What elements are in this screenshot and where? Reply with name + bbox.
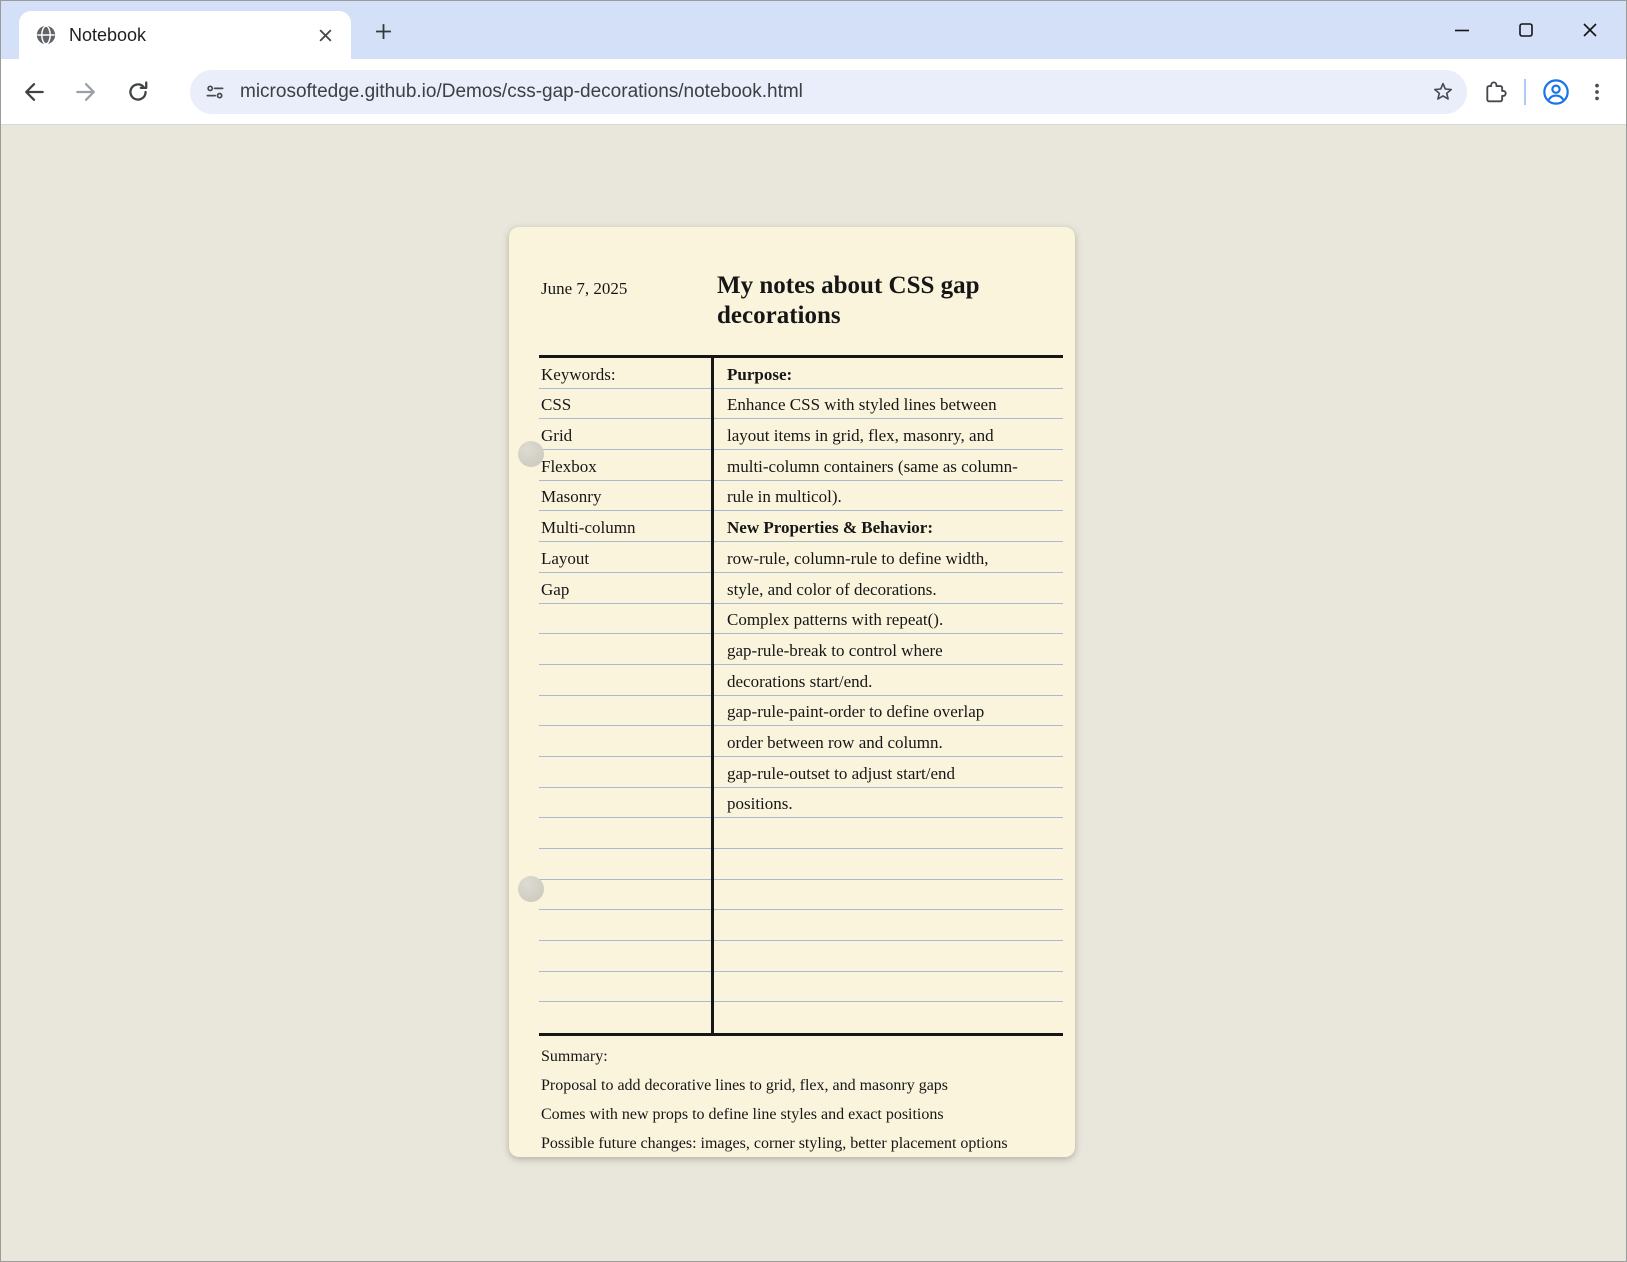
forward-button-icon[interactable]	[71, 77, 101, 107]
note-date: June 7, 2025	[541, 279, 628, 298]
table-row: order between row and column.	[714, 726, 1063, 757]
table-row: gap-rule-paint-order to define overlap	[714, 696, 1063, 727]
hole-punch	[518, 441, 544, 467]
toolbar-divider	[1524, 79, 1526, 105]
table-row	[539, 941, 711, 972]
table-row: Masonry	[539, 481, 711, 512]
site-settings-tune-icon[interactable]	[204, 81, 226, 103]
table-row	[539, 696, 711, 727]
table-row: positions.	[714, 788, 1063, 819]
toolbar-right-cluster	[1482, 78, 1608, 106]
table-row	[714, 880, 1063, 911]
summary-line: Comes with new props to define line styles and exact positions	[541, 1106, 944, 1123]
table-row: multi-column containers (same as column-	[714, 450, 1063, 481]
table-row: layout items in grid, flex, masonry, and	[714, 419, 1063, 450]
table-row	[539, 972, 711, 1003]
hole-punch	[518, 876, 544, 902]
table-row	[714, 910, 1063, 941]
summary-line: Possible future changes: images, corner styling, better placement options	[541, 1135, 1008, 1152]
table-row	[714, 1002, 1063, 1033]
table-row: Multi-column	[539, 511, 711, 542]
table-row: Keywords:	[539, 358, 711, 389]
details-column	[714, 358, 1063, 1033]
table-row	[539, 634, 711, 665]
table-row: Layout	[539, 542, 711, 573]
notebook-card	[509, 227, 1075, 1157]
table-row: gap-rule-outset to adjust start/end	[714, 757, 1063, 788]
back-button-icon[interactable]	[19, 77, 49, 107]
table-row: Gap	[539, 573, 711, 604]
note-table	[539, 355, 1063, 1036]
table-row	[714, 941, 1063, 972]
table-row: row-rule, column-rule to define width,	[714, 542, 1063, 573]
summary-section	[539, 1042, 1063, 1158]
profile-avatar-icon[interactable]	[1542, 78, 1570, 106]
table-row: decorations start/end.	[714, 665, 1063, 696]
table-row: Flexbox	[539, 450, 711, 481]
table-row	[539, 849, 711, 880]
table-row	[539, 818, 711, 849]
table-row: New Properties & Behavior:	[714, 511, 1063, 542]
close-window-button-icon[interactable]	[1558, 1, 1622, 59]
window-controls	[1430, 1, 1622, 59]
table-row: Enhance CSS with styled lines between	[714, 389, 1063, 420]
page-content	[1, 125, 1626, 1262]
tab-notebook[interactable]	[19, 11, 351, 59]
table-row: Complex patterns with repeat().	[714, 604, 1063, 635]
table-row: Purpose:	[714, 358, 1063, 389]
summary-lines	[541, 1071, 1063, 1158]
browser-toolbar	[1, 59, 1626, 125]
table-row: gap-rule-break to control where	[714, 634, 1063, 665]
tab-close-icon[interactable]	[311, 21, 339, 49]
table-row: style, and color of decorations.	[714, 573, 1063, 604]
summary-line: Proposal to add decorative lines to grid, flex, and masonry gaps	[541, 1077, 949, 1094]
keywords-column	[539, 358, 714, 1033]
table-row	[539, 788, 711, 819]
note-header	[539, 271, 1063, 355]
minimize-button-icon[interactable]	[1430, 1, 1494, 59]
globe-favicon-icon	[35, 24, 57, 46]
table-row	[539, 757, 711, 788]
table-row	[539, 910, 711, 941]
maximize-button-icon[interactable]	[1494, 1, 1558, 59]
table-row: CSS	[539, 389, 711, 420]
overflow-menu-icon[interactable]	[1586, 81, 1608, 103]
table-row: rule in multicol).	[714, 481, 1063, 512]
table-row	[714, 818, 1063, 849]
table-row	[714, 849, 1063, 880]
table-row	[539, 665, 711, 696]
table-row: Grid	[539, 419, 711, 450]
summary-label: Summary:	[541, 1048, 608, 1065]
table-row	[539, 1002, 711, 1033]
tab-strip	[1, 1, 1626, 59]
table-row	[714, 972, 1063, 1003]
bookmark-star-icon[interactable]	[1431, 80, 1455, 104]
reload-button-icon[interactable]	[123, 77, 153, 107]
extensions-puzzle-icon[interactable]	[1482, 79, 1508, 105]
new-tab-button[interactable]	[361, 9, 405, 53]
page-title: My notes about CSS gap decorations	[717, 272, 980, 329]
table-row	[539, 726, 711, 757]
tab-title: Notebook	[69, 24, 147, 45]
address-bar[interactable]	[190, 70, 1467, 114]
table-row	[539, 604, 711, 635]
table-row	[539, 880, 711, 911]
url-text: microsoftedge.github.io/Demos/css-gap-decorations/notebook.html	[240, 80, 803, 102]
